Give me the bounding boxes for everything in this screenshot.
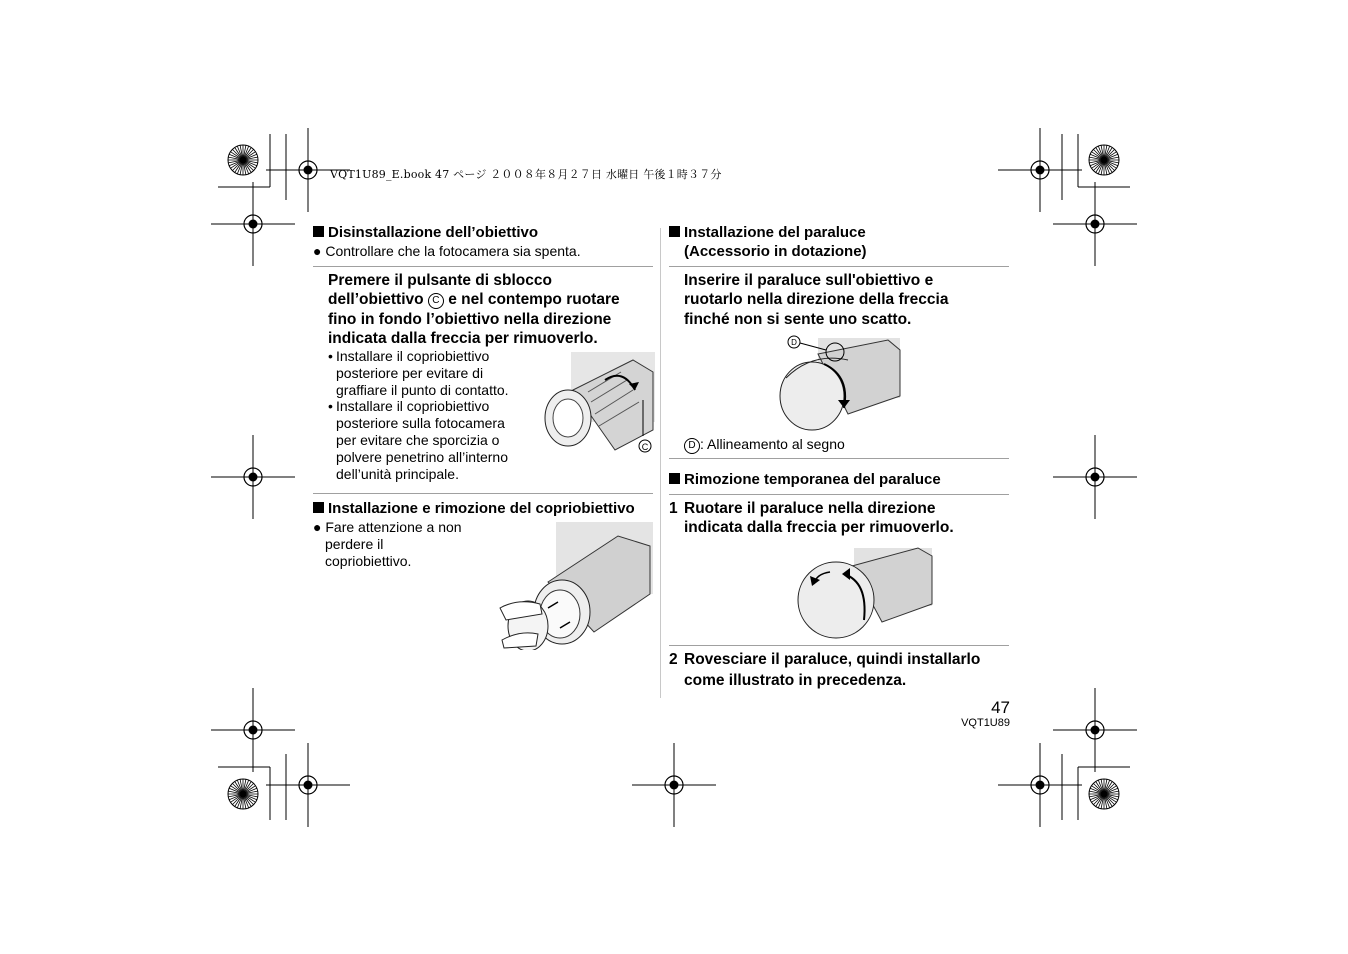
divider [313,493,653,494]
step-number: 1 [669,500,678,517]
square-icon [669,226,680,237]
square-icon [313,226,324,237]
square-icon [313,502,324,513]
column-divider [660,228,661,698]
dot-icon: • [328,348,333,364]
section-title-lens-removal: Disinstallazione dell’obiettivo [313,223,538,242]
section-title-hood-install: Installazione del paraluce (Accessorio in dotazione) [669,223,867,261]
step-number: 2 [669,651,678,668]
lens-removal-illustration [543,350,655,460]
divider [669,645,1009,646]
note-camera-off: ● Controllare che la fotocamera sia spenta. [313,243,581,259]
lens-removal-instructions: Premere il pulsante di sblocco dell’obiettivo C e nel contempo ruotare fino in fondo l’obiettivo nella direzione indicata dalla freccia per rimuoverlo. [328,272,620,347]
hood-install-instructions: Inserire il paraluce sull'obiettivo e ruotarlo nella direzione della freccia finché non si sente uno scatto. [684,272,949,328]
marker-d-icon: D [684,438,700,454]
divider [669,494,1009,495]
marker-c-label: C [641,442,649,452]
bullet-icon: ● [313,519,322,535]
hood-install-illustration [778,334,903,432]
model-code: VQT1U89 [961,717,1010,729]
square-icon [669,473,680,484]
marker-c-icon: C [428,293,444,309]
bullet-icon: ● [313,243,322,259]
divider [669,458,1009,459]
divider [669,266,1009,267]
list-item: • Installare il copriobiettivo posteriore per evitare di graffiare il punto di contatto. [328,348,509,398]
book-header: VQT1U89_E.book 47 ページ ２００８年８月２７日 水曜日 午後１時３７分 [330,168,722,181]
alignment-caption: D : Allineamento al segno [684,436,845,454]
note-lens-cap: ● Fare attenzione a non perdere il copriobiettivo. [313,519,462,569]
section-title-hood-removal: Rimozione temporanea del paraluce [669,470,941,489]
step-2: 2 Rovesciare il paraluce, quindi installarlo come illustrato in precedenza. [669,651,981,689]
divider [313,266,653,267]
section-title-lens-cap: Installazione e rimozione del copriobiettivo [313,499,635,518]
lens-removal-bullets [328,348,538,482]
marker-d-label: D [791,338,797,347]
step-1: 1 Ruotare il paraluce nella direzione indicata dalla freccia per rimuoverlo. [669,500,954,537]
page-number: 47 [991,698,1010,717]
dot-icon: • [328,398,333,415]
list-item: • Installare il copriobiettivo posteriore sulla fotocamera per evitare che sporcizia o polvere penetrino all’interno dell’unità principale. [328,398,508,482]
hood-removal-illustration [794,544,934,642]
lens-cap-illustration [498,522,653,650]
